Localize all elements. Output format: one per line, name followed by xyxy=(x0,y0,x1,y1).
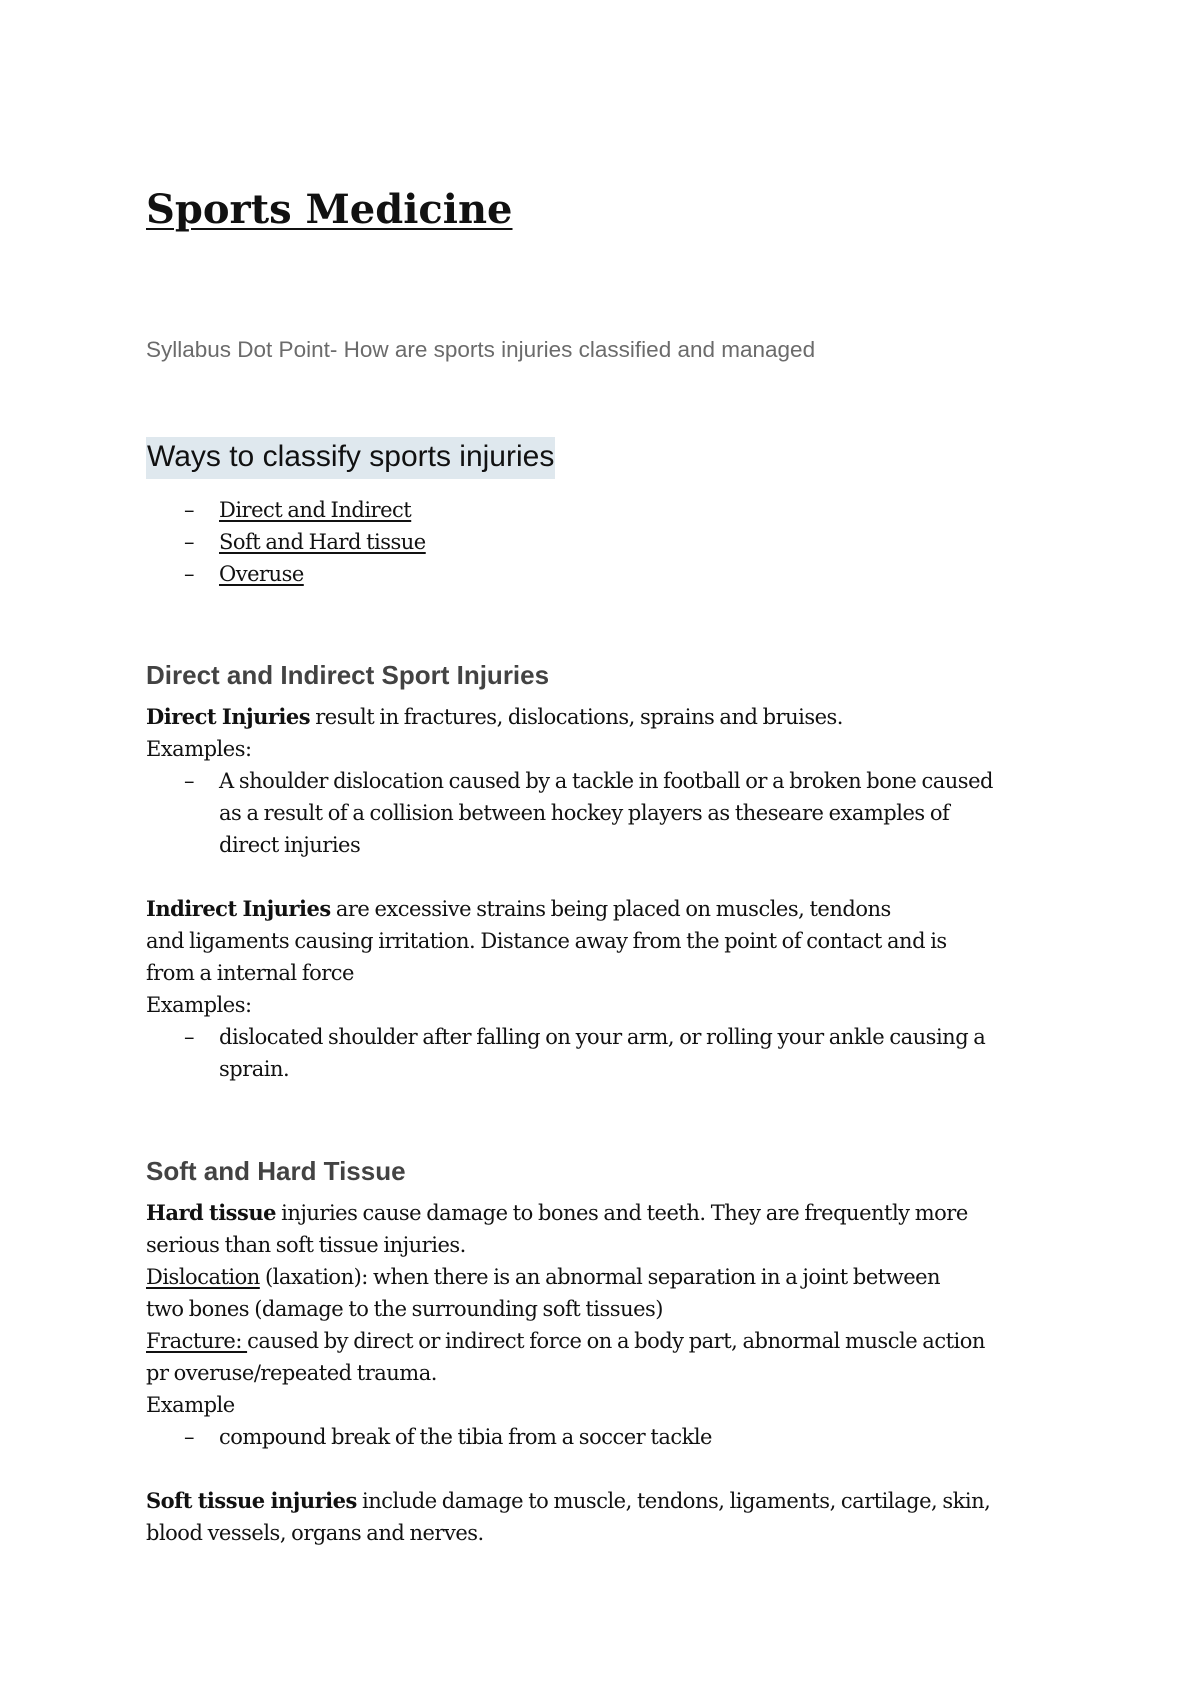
soft-tissue-paragraph xyxy=(146,1485,1076,1517)
soft-tissue-text: blood vessels, organs and nerves. xyxy=(146,1521,484,1545)
example-label: Example xyxy=(146,1393,235,1417)
direct-indirect-heading: Direct and Indirect Sport Injuries xyxy=(146,660,550,690)
classify-item-soft-hard: Soft and Hard tissue xyxy=(219,530,426,554)
hard-tissue-term: Hard tissue xyxy=(146,1200,276,1225)
classify-item-overuse: Overuse xyxy=(219,562,304,586)
bullet-dash: – xyxy=(184,1425,194,1449)
bullet-dash: – xyxy=(184,530,194,554)
dislocation-text: (laxation): when there is an abnormal separation in a joint between xyxy=(259,1265,941,1289)
examples-label: Examples: xyxy=(146,737,252,761)
list-item xyxy=(146,558,1076,590)
list-item xyxy=(146,765,1076,797)
fracture-term: Fracture: xyxy=(146,1329,248,1353)
direct-injuries-text: result in fractures, dislocations, sprains and bruises. xyxy=(310,705,843,729)
fracture-paragraph xyxy=(146,1325,1076,1357)
fracture-example: compound break of the tibia from a soccer tackle xyxy=(219,1425,712,1449)
examples-label: Examples: xyxy=(146,993,252,1017)
classify-item-direct-indirect: Direct and Indirect xyxy=(219,498,412,522)
fracture-text: caused by direct or indirect force on a body part, abnormal muscle action xyxy=(247,1329,985,1353)
dislocation-term: Dislocation xyxy=(146,1265,260,1289)
bullet-dash: – xyxy=(184,498,194,522)
dislocation-paragraph xyxy=(146,1261,1076,1293)
page-title: Sports Medicine xyxy=(146,186,513,233)
indirect-example-line: dislocated shoulder after falling on your arm, or rolling your ankle causing a xyxy=(219,1025,986,1049)
spacer xyxy=(146,861,1076,893)
indirect-injuries-text: are excessive strains being placed on muscles, tendons xyxy=(330,897,891,921)
dislocation-text: two bones (damage to the surrounding soft tissues) xyxy=(146,1297,663,1321)
direct-injuries-term: Direct Injuries xyxy=(146,704,311,729)
indirect-injuries-term: Indirect Injuries xyxy=(146,896,331,921)
direct-example-line: direct injuries xyxy=(219,833,361,857)
bullet-dash: – xyxy=(184,769,194,793)
direct-indirect-section xyxy=(146,701,1076,1085)
direct-example-line: A shoulder dislocation caused by a tackle in football or a broken bone caused xyxy=(219,769,993,793)
spacer xyxy=(146,1453,1076,1485)
hard-tissue-paragraph xyxy=(146,1197,1076,1229)
soft-hard-section xyxy=(146,1197,1076,1549)
direct-injuries-paragraph xyxy=(146,701,1076,733)
fracture-text: pr overuse/repeated trauma. xyxy=(146,1361,437,1385)
direct-example-line: as a result of a collision between hockey players as theseare examples of xyxy=(219,801,950,825)
soft-tissue-text: include damage to muscle, tendons, ligaments, cartilage, skin, xyxy=(356,1489,991,1513)
indirect-example-line: sprain. xyxy=(219,1057,290,1081)
indirect-injuries-paragraph xyxy=(146,893,1076,925)
list-item xyxy=(146,1021,1076,1053)
classify-heading: Ways to classify sports injuries xyxy=(146,437,555,479)
list-item xyxy=(146,1421,1076,1453)
soft-hard-heading: Soft and Hard Tissue xyxy=(146,1156,406,1186)
classify-list xyxy=(146,494,1076,590)
indirect-injuries-text: and ligaments causing irritation. Distance away from the point of contact and is xyxy=(146,929,947,953)
bullet-dash: – xyxy=(184,562,194,586)
bullet-dash: – xyxy=(184,1025,194,1049)
hard-tissue-text: injuries cause damage to bones and teeth. They are frequently more xyxy=(275,1201,968,1225)
hard-tissue-text: serious than soft tissue injuries. xyxy=(146,1233,466,1257)
indirect-injuries-text: from a internal force xyxy=(146,961,354,985)
syllabus-dot-point: Syllabus Dot Point- How are sports injuries classified and managed xyxy=(146,337,816,362)
list-item xyxy=(146,526,1076,558)
soft-tissue-term: Soft tissue injuries xyxy=(146,1488,357,1513)
list-item xyxy=(146,494,1076,526)
